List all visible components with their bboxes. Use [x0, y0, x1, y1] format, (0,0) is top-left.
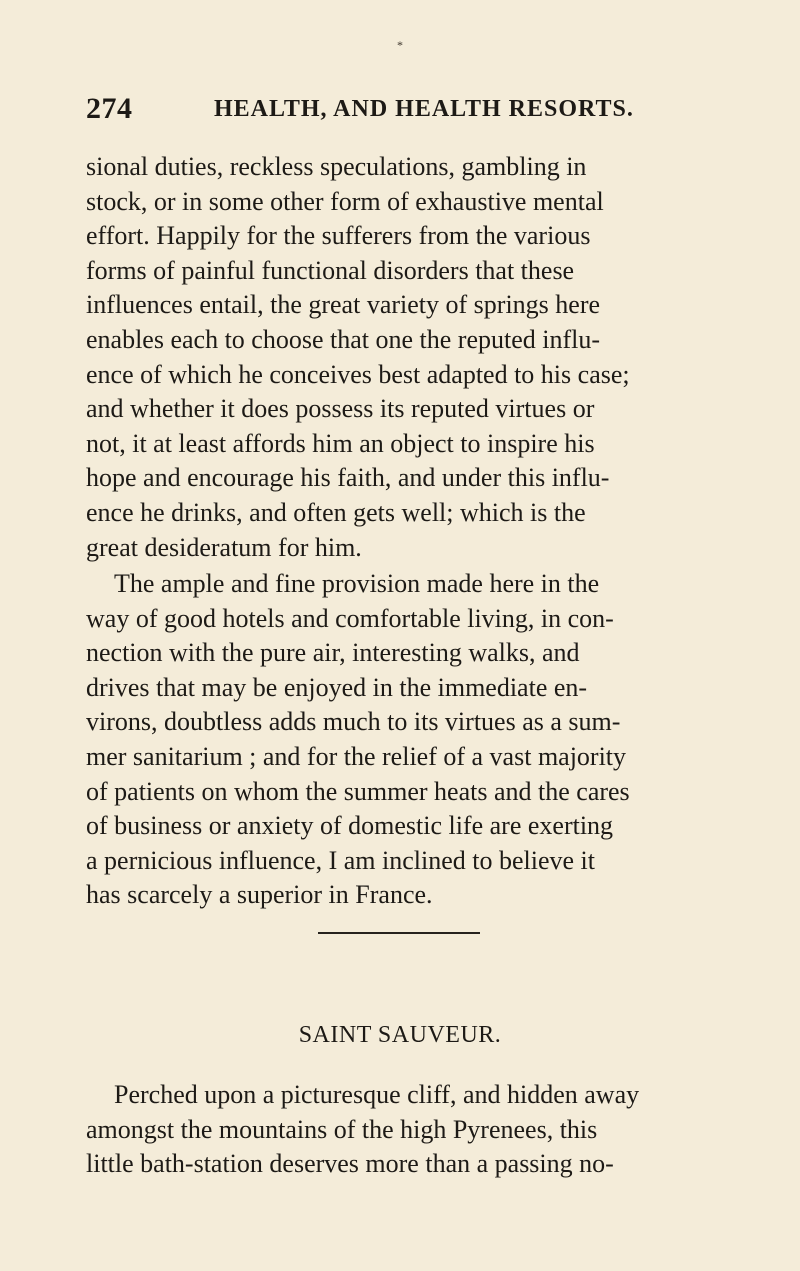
section-divider-rule: [318, 932, 480, 934]
page-number: 274: [86, 92, 133, 125]
running-head: [86, 92, 746, 132]
text-line: mer sanitarium ; and for the relief of a vast majority: [86, 741, 627, 771]
running-title: HEALTH, AND HEALTH RESORTS.: [214, 96, 634, 122]
text-line: little bath-station deserves more than a passing no-: [86, 1149, 614, 1179]
text-line: enables each to choose that one the reputed influ-: [86, 324, 601, 354]
text-line: a pernicious influence, I am inclined to believe it: [86, 845, 595, 875]
text-line: way of good hotels and comfortable living, in con-: [86, 603, 614, 633]
paragraph-1: [86, 150, 746, 565]
text-line: forms of painful functional disorders that these: [86, 255, 575, 285]
text-line: and whether it does possess its reputed virtues or: [86, 394, 595, 424]
text-line: influences entail, the great variety of springs here: [86, 290, 601, 320]
text-line: of business or anxiety of domestic life are exerting: [86, 811, 614, 841]
text-line: of patients on whom the summer heats and the cares: [86, 776, 630, 806]
text-line: great desideratum for him.: [86, 532, 362, 562]
paragraph-3: [86, 1078, 746, 1182]
text-line: not, it at least affords him an object to inspire his: [86, 428, 595, 458]
text-line: sional duties, reckless speculations, gambling in: [86, 152, 587, 181]
text-line: nection with the pure air, interesting walks, and: [86, 638, 580, 668]
text-line: effort. Happily for the sufferers from the various: [86, 221, 591, 251]
text-line: ence he drinks, and often gets well; which is the: [86, 497, 586, 527]
section-heading: SAINT SAUVEUR.: [298, 1022, 502, 1048]
text-line: amongst the mountains of the high Pyrenees, this: [86, 1114, 598, 1144]
text-line: The ample and fine provision made here in the: [114, 569, 600, 598]
ornament-mark: *: [397, 38, 403, 52]
text-line: virons, doubtless adds much to its virtues as a sum-: [86, 707, 621, 737]
text-line: hope and encourage his faith, and under this influ-: [86, 463, 610, 493]
paragraph-2: [86, 567, 746, 913]
text-line: has scarcely a superior in France.: [86, 880, 433, 910]
text-line: ence of which he conceives best adapted to his case;: [86, 359, 630, 389]
text-line: Perched upon a picturesque cliff, and hidden away: [114, 1080, 640, 1109]
text-line: drives that may be enjoyed in the immediate en-: [86, 672, 588, 702]
text-line: stock, or in some other form of exhaustive mental: [86, 186, 604, 216]
